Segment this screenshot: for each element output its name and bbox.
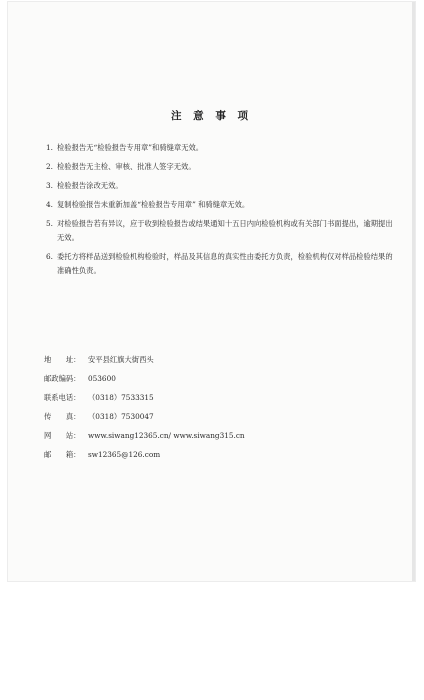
- contact-label: 邮政编码：: [44, 374, 81, 383]
- notice-text: 复制检验报告未重新加盖“检验报告专用章” 和骑缝章无效。: [57, 200, 250, 209]
- contact-value: 053600: [88, 374, 116, 383]
- notice-item: [46, 198, 396, 212]
- contact-address: [44, 354, 384, 373]
- page-title: 注 意 事 项: [171, 110, 252, 122]
- contact-info: [44, 354, 384, 468]
- contact-fax: [44, 411, 384, 430]
- contact-label: 地 址：: [44, 355, 81, 364]
- contact-postcode: [44, 373, 384, 392]
- notice-number: 5.: [46, 219, 53, 228]
- contact-value: www.siwang12365.cn/ www.siwang315.cn: [88, 431, 245, 440]
- notice-text: 委托方将样品送到检验机构检验时，样品及其信息的真实性由委托方负责，检验机构仅对样品检验结果的准确性负责。: [57, 252, 393, 275]
- notice-number: 1.: [46, 143, 53, 152]
- notice-number: 3.: [46, 181, 53, 190]
- contact-value: 安平县红旗大街西头: [88, 355, 154, 364]
- notice-number: 6.: [46, 252, 53, 261]
- notice-item: [46, 160, 396, 174]
- contact-label: 联系电话：: [44, 393, 81, 402]
- contact-value: （0318）7530047: [88, 412, 154, 421]
- notice-number: 2.: [46, 162, 53, 171]
- contact-label: 传 真：: [44, 412, 81, 421]
- contact-label: 邮 箱：: [44, 450, 81, 459]
- notice-list: [46, 141, 396, 283]
- notice-text: 对检验报告若有异议，应于收到检验报告或结果通知十五日内向检验机构或有关部门书面提出，逾期提出无效。: [57, 219, 393, 242]
- contact-label: 网 站：: [44, 431, 81, 440]
- notice-text: 检验报告无主检、审核、批准人签字无效。: [57, 162, 196, 171]
- contact-website: [44, 430, 384, 449]
- notice-item: [46, 217, 396, 245]
- notice-number: 4.: [46, 200, 53, 209]
- contact-email: [44, 449, 384, 468]
- page-edge-shadow: [412, 2, 415, 581]
- notice-item: [46, 179, 396, 193]
- notice-item: [46, 250, 396, 278]
- document-page: [8, 2, 415, 581]
- contact-phone: [44, 392, 384, 411]
- notice-item: [46, 141, 396, 155]
- contact-value: sw12365@126.com: [88, 450, 161, 459]
- contact-value: （0318）7533315: [88, 393, 154, 402]
- notice-text: 检验报告无“检验报告专用章”和骑缝章无效。: [57, 143, 204, 152]
- notice-text: 检验报告涂改无效。: [57, 181, 123, 190]
